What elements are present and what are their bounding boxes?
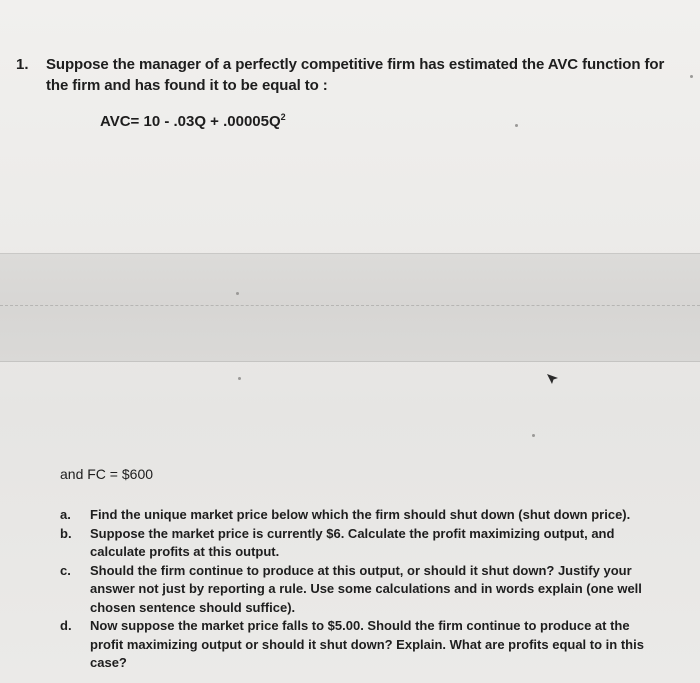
speck bbox=[515, 124, 518, 127]
list-item bbox=[60, 506, 660, 525]
avc-formula bbox=[100, 113, 286, 130]
part-label: d. bbox=[60, 618, 72, 633]
list-item bbox=[60, 617, 660, 673]
mouse-pointer-icon bbox=[546, 372, 560, 386]
answer-space-band bbox=[0, 254, 700, 362]
speck bbox=[236, 292, 239, 295]
part-text: Find the unique market price below which the firm should shut down (shut down price). bbox=[90, 507, 631, 522]
speck bbox=[690, 75, 693, 78]
part-label: a. bbox=[60, 507, 71, 522]
speck bbox=[238, 377, 241, 380]
question-parts-list bbox=[60, 506, 660, 673]
question-1 bbox=[16, 54, 686, 96]
question-number: 1. bbox=[16, 56, 29, 73]
divider-line bbox=[0, 361, 700, 362]
avc-formula-main: AVC= 10 - .03Q + .00005Q bbox=[100, 113, 281, 130]
part-text: Suppose the market price is currently $6. Calculate the profit maximizing output, and calculate profits at this output. bbox=[90, 525, 615, 559]
dashed-divider bbox=[0, 305, 700, 306]
part-label: b. bbox=[60, 525, 72, 541]
part-label: c. bbox=[60, 562, 71, 578]
list-item bbox=[60, 562, 660, 618]
part-text: Now suppose the market price falls to $5.00. Should the firm continue to produce at the profit maximizing output or should it shut down? Explain. What are profits equal to in this case? bbox=[90, 618, 644, 670]
part-text: Should the firm continue to produce at this output, or should it shut down? Justify your answer not just by reporting a rule. Use some calculations and in words explain (one well chosen sentence should suffice). bbox=[90, 562, 642, 615]
avc-formula-exponent: 2 bbox=[280, 112, 286, 122]
fixed-cost-text: and FC = $600 bbox=[60, 466, 154, 482]
question-text: Suppose the manager of a perfectly competitive firm has estimated the AVC function for the firm and has found it to be equal to : bbox=[46, 56, 665, 94]
list-item bbox=[60, 525, 660, 562]
speck bbox=[532, 434, 535, 437]
